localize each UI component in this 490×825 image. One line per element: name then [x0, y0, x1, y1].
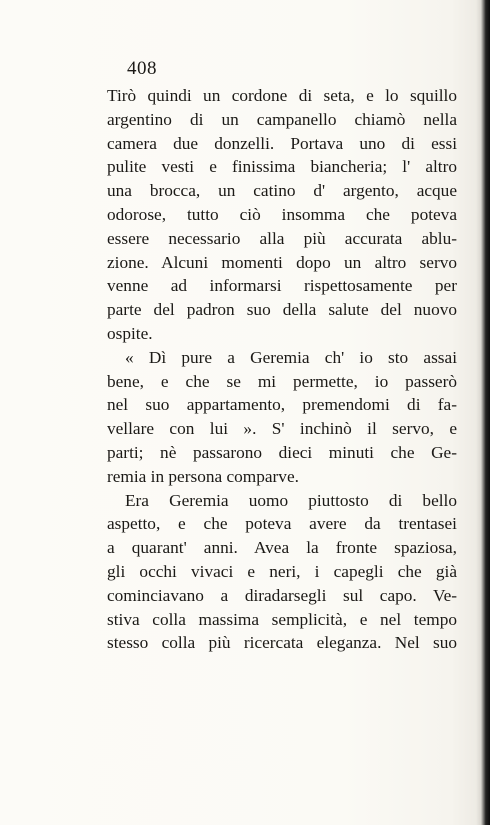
text-line: parte del padron suo della salute del nuovo [107, 300, 457, 320]
text-line: cominciavano a diradarsegli sul capo. Ve- [107, 585, 457, 605]
text-line: venne ad informarsi rispettosamente per [107, 276, 457, 296]
text-line: parti; nè passarono dieci minuti che Ge- [107, 442, 457, 462]
text-line: stiva colla massima semplicità, e nel tempo [107, 609, 457, 629]
page-edge-shadow [476, 0, 490, 825]
text-line: bene, e che se mi permette, io passerò [107, 371, 457, 391]
text-line: Era Geremia uomo piuttosto di bello [125, 490, 457, 510]
text-line: ospite. [107, 323, 153, 343]
text-line: odorose, tutto ciò insomma che poteva [107, 204, 457, 224]
body-text [107, 84, 457, 655]
text-line: Tirò quindi un cordone di seta, e lo squillo [107, 86, 457, 105]
text-line: remia in persona comparve. [107, 466, 299, 486]
text-line: stesso colla più ricercata eleganza. Nel suo [107, 633, 457, 653]
page-number: 408 [127, 58, 157, 79]
text-line: essere necessario alla più accurata ablu- [107, 228, 457, 248]
text-line: camera due donzelli. Portava uno di essi [107, 133, 457, 153]
text-line: nel suo appartamento, premendomi di fa- [107, 395, 457, 415]
text-line: gli occhi vivaci e neri, i capegli che già [107, 561, 457, 581]
text-line: zione. Alcuni momenti dopo un altro servo [107, 252, 457, 272]
text-line: una brocca, un catino d' argento, acque [107, 181, 457, 201]
text-line: aspetto, e che poteva avere da trentasei [107, 514, 457, 534]
text-line: « Dì pure a Geremia ch' io sto assai [125, 347, 457, 367]
text-line: argentino di un campanello chiamò nella [107, 109, 457, 129]
text-line: a quarant' anni. Avea la fronte spaziosa, [107, 538, 457, 558]
text-line: vellare con lui ». S' inchinò il servo, e [107, 419, 457, 439]
text-line: pulite vesti e finissima biancheria; l' altro [107, 157, 457, 177]
